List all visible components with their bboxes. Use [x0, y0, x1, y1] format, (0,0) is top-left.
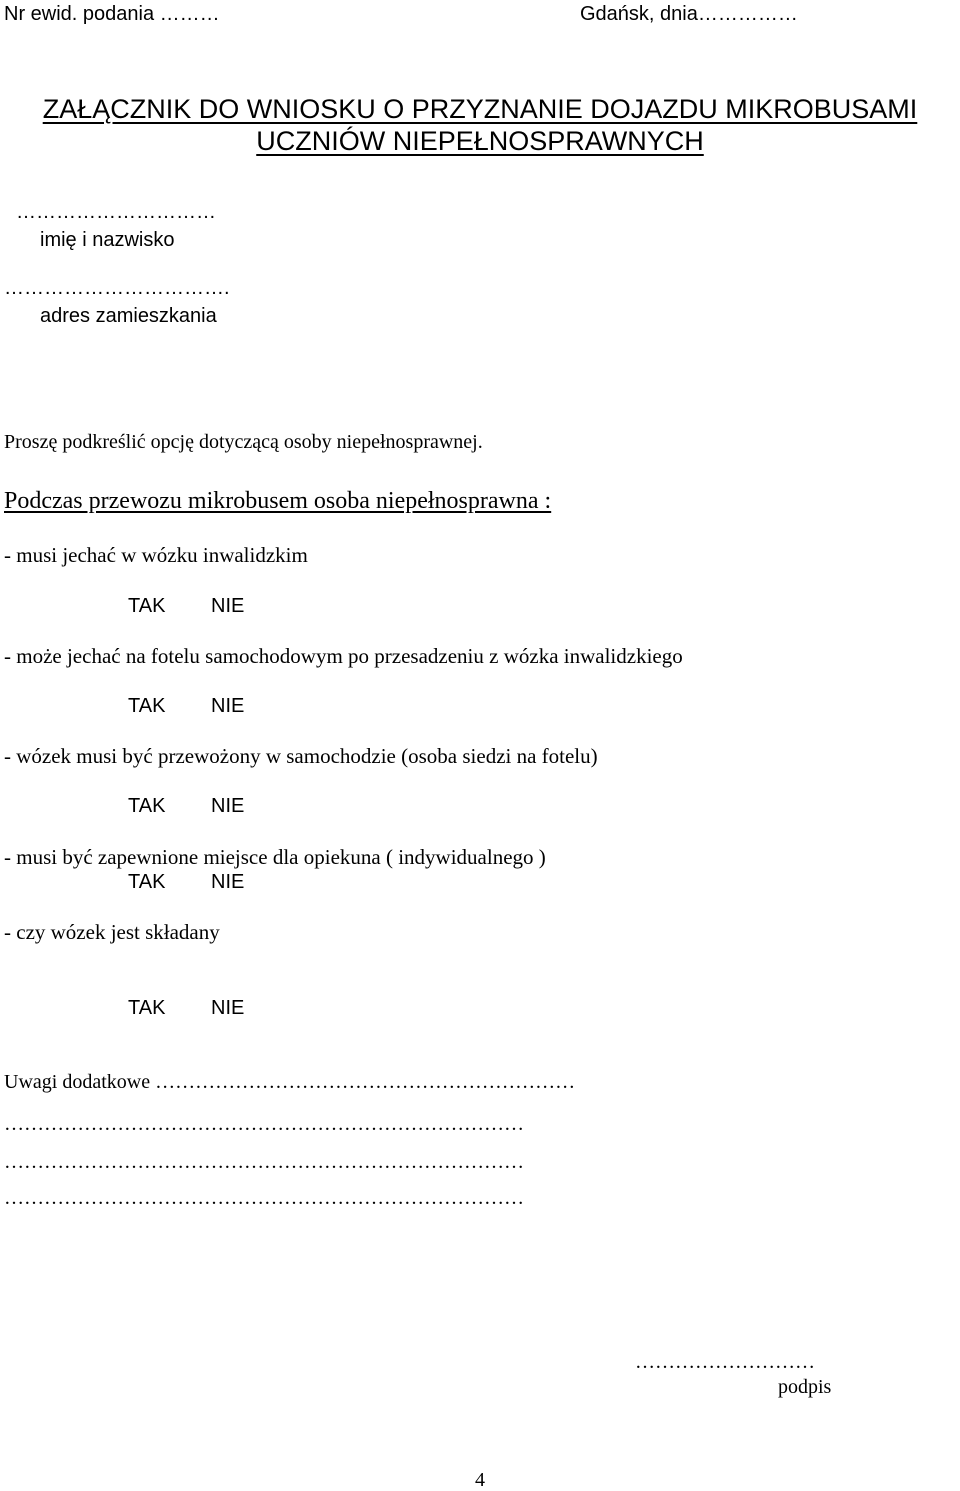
remarks-line-1: …………………………………………………………………… [4, 1113, 524, 1135]
question-caregiver-seat: - musi być zapewnione miejsce dla opiekuna ( indywidualnego ) [4, 845, 546, 869]
instruction-text: Proszę podkreślić opcję dotyczącą osoby niepełnosprawnej. [4, 431, 483, 453]
name-label: imię i nazwisko [40, 229, 175, 251]
option-no[interactable]: NIE [211, 871, 245, 893]
question-foldable-wheelchair: - czy wózek jest składany [4, 920, 220, 944]
section-heading: Podczas przewozu mikrobusem osoba niepełnosprawna : [4, 488, 552, 514]
address-label: adres zamieszkania [40, 305, 217, 327]
question-wheelchair-transport: - wózek musi być przewożony w samochodzie (osoba siedzi na fotelu) [4, 744, 598, 768]
address-dotted-line: ……………………………. [4, 277, 230, 299]
document-title-line-1: ZAŁĄCZNIK DO WNIOSKU O PRZYZNANIE DOJAZDU MIKROBUSAMI [42, 94, 918, 124]
signature-dotted-line: ……………………… [635, 1351, 815, 1373]
page-number: 4 [475, 1469, 485, 1491]
remarks-line-3: …………………………………………………………………… [4, 1187, 524, 1209]
document-title-line-2: UCZNIÓW NIEPEŁNOSPRAWNYCH [256, 126, 704, 156]
option-no[interactable]: NIE [211, 595, 245, 617]
registration-number: Nr ewid. podania ……… [4, 3, 220, 25]
remarks-label: Uwagi dodatkowe ……………………………………………………… [4, 1071, 576, 1093]
option-yes[interactable]: TAK [128, 795, 166, 817]
option-yes[interactable]: TAK [128, 695, 166, 717]
name-dotted-line: ………………………… [16, 201, 216, 223]
place-and-date: Gdańsk, dnia…………… [580, 3, 798, 25]
signature-label: podpis [778, 1376, 832, 1398]
option-yes[interactable]: TAK [128, 997, 166, 1019]
question-car-seat-transfer: - może jechać na fotelu samochodowym po przesadzeniu z wózka inwalidzkiego [4, 644, 683, 668]
question-wheelchair-travel: - musi jechać w wózku inwalidzkim [4, 543, 308, 567]
option-yes[interactable]: TAK [128, 595, 166, 617]
option-yes[interactable]: TAK [128, 871, 166, 893]
option-no[interactable]: NIE [211, 695, 245, 717]
remarks-line-2: …………………………………………………………………… [4, 1151, 524, 1173]
option-no[interactable]: NIE [211, 795, 245, 817]
option-no[interactable]: NIE [211, 997, 245, 1019]
